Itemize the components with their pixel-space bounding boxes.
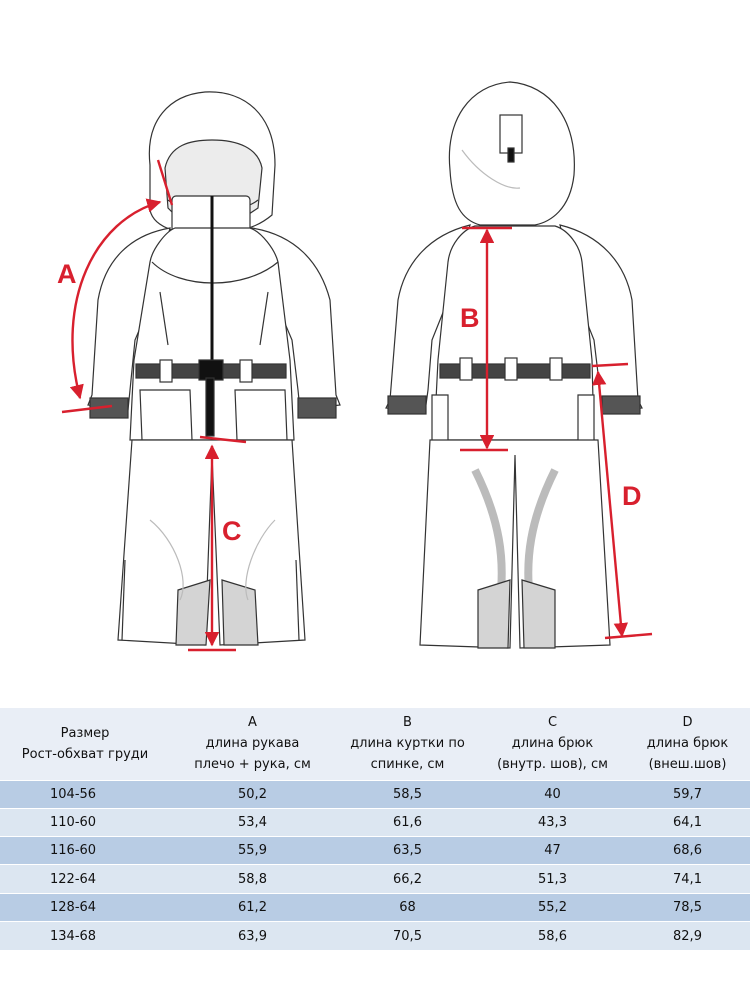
front-belt-buckle	[199, 360, 223, 380]
front-right-hip-pocket	[235, 390, 287, 440]
front-right-cuff	[298, 398, 336, 418]
cell-c: 43,3	[538, 814, 567, 830]
cell-a: 63,9	[238, 928, 267, 944]
cell-c: 40	[544, 786, 561, 802]
cell-d: 82,9	[673, 928, 702, 944]
cell-size: 134-68	[50, 928, 97, 944]
table-row	[0, 922, 750, 950]
header-col-a: A длина рукава плечо + рука, см	[194, 715, 311, 773]
table-row	[0, 865, 750, 893]
cell-d: 59,7	[673, 786, 702, 802]
front-view	[88, 92, 340, 645]
cell-b: 70,5	[393, 928, 422, 944]
front-left-hip-pocket	[140, 390, 192, 440]
cell-c: 55,2	[538, 899, 567, 915]
header-col-b: B длина куртки по спинке, см	[350, 715, 465, 773]
table-row	[0, 837, 750, 865]
cell-b: 58,5	[393, 786, 422, 802]
front-right-knee-panel	[222, 580, 258, 645]
cell-b: 61,6	[393, 814, 422, 830]
cell-c: 47	[544, 843, 561, 859]
back-left-knee-panel	[478, 580, 510, 648]
cell-size: 104-56	[50, 786, 97, 802]
cell-a: 61,2	[238, 899, 267, 915]
cell-d: 78,5	[673, 899, 702, 915]
table-row	[0, 780, 750, 808]
cell-a: 58,8	[238, 871, 267, 887]
label-a: A	[57, 259, 77, 289]
back-right-knee-panel	[522, 580, 555, 648]
cell-b: 63,5	[393, 843, 422, 859]
back-right-cuff	[602, 396, 640, 414]
back-left-cuff	[388, 396, 426, 414]
cell-size: 128-64	[50, 899, 97, 915]
back-torso	[434, 226, 594, 440]
table-header-row	[0, 708, 750, 780]
header-size: Размер Рост-обхват груди	[21, 725, 149, 762]
cell-b: 68	[399, 899, 416, 915]
cell-d: 68,6	[673, 843, 702, 859]
cell-c: 58,6	[538, 928, 567, 944]
label-c: C	[222, 516, 242, 546]
size-chart-table	[0, 708, 750, 950]
cell-d: 74,1	[673, 871, 702, 887]
cell-size: 122-64	[50, 871, 97, 887]
label-b: B	[460, 303, 480, 333]
cell-b: 66,2	[393, 871, 422, 887]
cell-d: 64,1	[673, 814, 702, 830]
back-hood-tab	[500, 115, 522, 153]
table-row	[0, 893, 750, 921]
cell-size: 110-60	[50, 814, 97, 830]
cell-a: 55,9	[238, 843, 267, 859]
header-col-c: C длина брюк (внутр. шов), см	[497, 715, 608, 773]
label-d: D	[622, 481, 642, 511]
cell-size: 116-60	[50, 843, 97, 859]
cell-c: 51,3	[538, 871, 567, 887]
cell-a: 53,4	[238, 814, 267, 830]
back-pants	[420, 440, 610, 648]
table-row	[0, 808, 750, 836]
cell-a: 50,2	[238, 786, 267, 802]
front-left-knee-panel	[176, 580, 210, 645]
header-col-d: D длина брюк (внеш.шов)	[646, 715, 729, 773]
